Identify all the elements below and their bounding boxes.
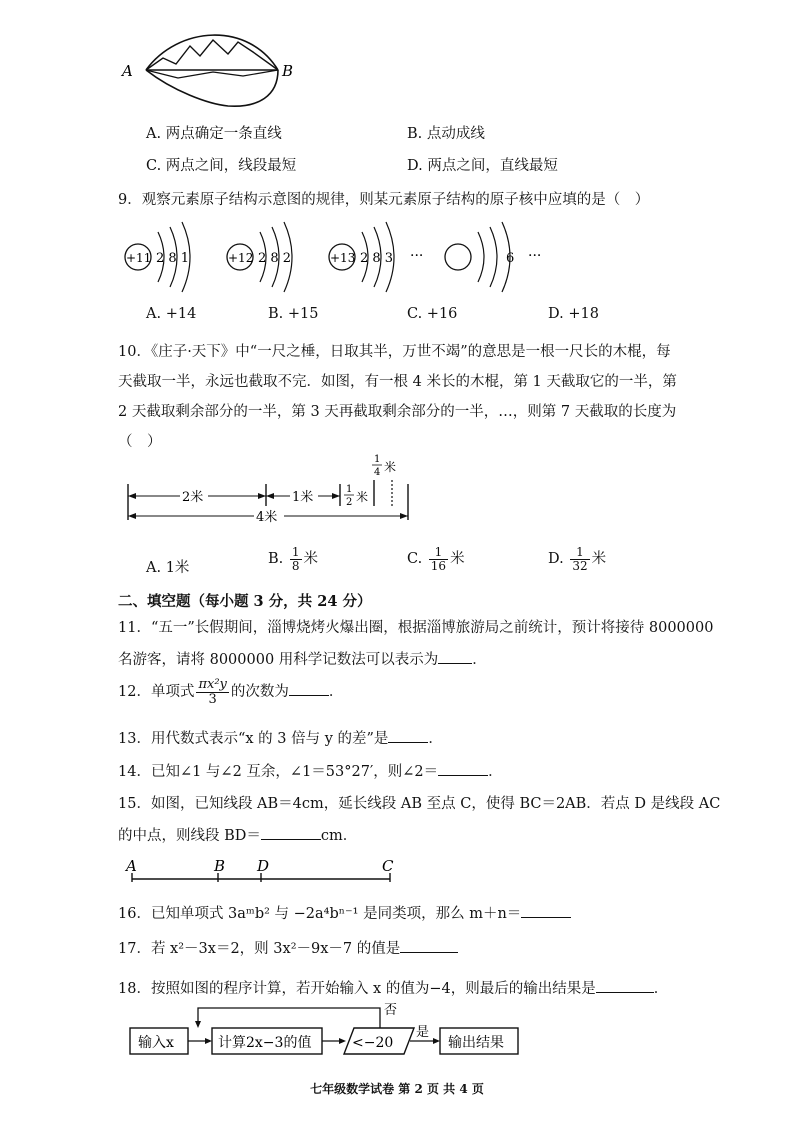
q10-option-c-prefix: C. [407,551,423,568]
q9-ellipsis-1: ··· [410,248,424,264]
q12-prefix: 12．单项式 [118,684,195,701]
q12-suffix: 的次数为 [230,684,289,701]
q12-fraction [196,678,228,706]
q10-arrowhead [128,513,136,519]
q9-stem: 9．观察元素原子结构示意图的规律，则某元素原子结构的原子核中应填的是（ ） [118,192,650,208]
q12-den: 3 [208,691,217,707]
q15-point-d: D [257,857,270,875]
q10-arrowhead [332,493,340,499]
q10-seg-half-den: 2 [346,497,353,508]
q14-answer-blank[interactable] [438,763,488,776]
q9-nucleus-1-label: +11 [126,251,152,265]
q11-line2: 名游客，请将 8000000 用科学记数法可以表示为 ． [118,652,487,668]
q12-num: πx²y [198,677,227,692]
q11-line2-text: 名游客，请将 8000000 用科学记数法可以表示为 [118,652,439,668]
q13-answer-blank[interactable] [388,730,428,743]
q10-option-c-den: 16 [430,558,447,573]
q10-option-b-fraction [290,546,302,572]
q16 [118,902,571,923]
q11-answer-blank[interactable] [438,651,472,664]
q10-seg-half-num: 1 [346,484,353,495]
q17-answer-blank[interactable] [400,940,458,953]
q10-total-label: 4米 [256,510,278,525]
q18: 18．按照如图的程序计算，若开始输入 x 的值为−4，则最后的输出结果是 ． [118,981,669,997]
q10-seg-quarter-den: 4 [374,467,381,478]
q12: 12．单项式 $\frac{\text{πx²y}}{3}$ 的次数为 ． [118,677,344,707]
q10-option-b[interactable] [268,546,318,572]
q10-option-d[interactable] [548,546,606,572]
q10-option-d-unit: 米 [591,551,607,568]
q10-arrowhead [258,493,266,499]
q10-seg-2m-label: 2米 [182,490,204,505]
q8-figure [118,16,308,116]
flow-compute-label: 计算2x−3的值 [218,1035,312,1051]
q9-atom-3 [329,222,394,292]
q8-option-c[interactable]: C. 两点之间，线段最短 [146,158,297,174]
q10-line4: （ ） [118,434,162,450]
q15-line2 [118,824,357,845]
q10-option-c-num: 1 [429,546,448,560]
q10-option-d-fraction [570,546,589,572]
q18-answer-blank[interactable] [596,980,654,993]
q9-option-a[interactable]: A. +14 [146,306,197,322]
q15-line2-suffix: cm． [320,828,358,844]
q16-text: 16．已知单项式 3aᵐb² 与 −2a⁴bⁿ⁻¹ 是同类项，那么 m＋n＝ [118,906,522,922]
q10-option-d-num: 1 [570,546,589,560]
q10-option-d-prefix: D. [548,551,564,568]
q8-lower-path [146,70,278,78]
q10-option-c-unit: 米 [450,551,465,568]
q8-zigzag-path [146,40,278,70]
q9-nucleus-3-label: +13 [330,251,356,265]
q10-seg-quarter-num: 1 [374,454,381,465]
q9-option-d[interactable]: D. +18 [548,306,599,322]
q9-option-c[interactable]: C. +16 [407,306,458,322]
q8-option-a[interactable]: A. 两点确定一条直线 [146,126,282,142]
q9-atom-2 [227,222,292,292]
q15-point-a: A [126,857,137,875]
q16-answer-blank[interactable] [521,905,571,918]
section-heading: 二、填空题（每小题 3 分，共 24 分） [118,593,372,610]
q13: 13．用代数式表示“x 的 3 倍与 y 的差”是 ． [118,731,443,747]
q14: 14．已知∠1 与∠2 互余，∠1＝53°27′，则∠2＝ ． [118,764,503,780]
q10-option-b-num: 1 [291,545,300,559]
q14-text: 14．已知∠1 与∠2 互余，∠1＝53°27′，则∠2＝ [118,764,439,780]
q15-line1: 15．如图，已知线段 AB＝4cm，延长线段 AB 至点 C，使得 BC＝2AB．若点 D 是线段 AC [118,796,721,812]
q11-line1: 11．“五一”长假期间，淄博烧烤火爆出圈，根据淄博旅游局之前统计，预计将接待 8000000 [118,620,714,636]
q10-arrowhead [266,493,274,499]
q10-seg-half-unit: 米 [356,490,369,504]
q10-option-b-prefix: B. [268,551,284,568]
flow-condition-label: <−20 [352,1035,394,1051]
q17-text: 17．若 x²－3x＝2，则 3x²－9x－7 的值是 [118,941,401,957]
q10-option-a[interactable]: A. 1米 [146,560,190,576]
q10-seg-quarter-unit: 米 [384,460,397,474]
q10-arrowhead [128,493,136,499]
q9-option-b[interactable]: B. +15 [268,306,319,322]
q10-option-c-fraction [429,546,448,572]
q8-option-d[interactable]: D. 两点之间，直线最短 [407,158,558,174]
q9-nucleus-unknown [445,244,471,270]
flow-arrowhead [339,1038,346,1044]
q17 [118,937,458,958]
q8-point-b: B [282,62,294,80]
flow-arrowhead [195,1021,201,1028]
flow-output-label: 输出结果 [448,1035,504,1051]
flow-no-label: 否 [384,1003,398,1018]
q9-nucleus-2-label: +12 [228,251,254,265]
q10-line2: 天截取一半，永远也截取不完．如图，有一根 4 米长的木棍，第 1 天截取它的一半，第 [118,374,677,390]
q9-shells-2: 2 8 2 [258,251,292,266]
q10-option-b-unit: 米 [303,551,319,568]
flow-yes-label: 是 [416,1025,430,1040]
page-footer: 七年级数学试卷 第 2 页 共 4 页 [310,1082,484,1096]
q15-answer-blank[interactable] [261,827,321,840]
flow-arrowhead [205,1038,212,1044]
q9-ellipsis-2: ··· [528,248,542,264]
flow-loop-back [198,1008,380,1028]
q9-atom-1 [125,222,190,292]
flow-arrowhead [433,1038,440,1044]
q10-arrowhead [400,513,408,519]
flow-input-label: 输入x [138,1035,174,1051]
q9-atom-diagrams [118,212,558,302]
q10-option-d-den: 32 [572,558,588,573]
q8-point-a: A [122,62,133,80]
q8-option-b[interactable]: B. 点动成线 [407,126,485,142]
q18-flowchart [118,1000,538,1062]
q9-shell-arc [490,227,497,287]
q10-seg-1m-label: 1米 [292,490,314,505]
q10-option-b-den: 8 [291,558,300,573]
q15-line2-prefix: 的中点，则线段 BD＝ [118,828,261,844]
q9-shells-1: 2 8 1 [156,251,190,266]
q9-shells-3: 2 8 3 [360,251,394,266]
q10-stick-diagram [118,454,418,534]
q15-point-b: B [214,857,226,875]
q15-segment-figure [118,855,408,891]
q10-line3: 2 天截取剩余部分的一半，第 3 天再截取剩余部分的一半，…，则第 7 天截取的长度为 [118,404,677,420]
q15-point-c: C [382,857,394,875]
q12-answer-blank[interactable] [289,683,329,696]
q10-line1: 10．《庄子·天下》中“一尺之棰，日取其半，万世不竭”的意思是一根一尺长的木棍，每 [118,344,671,360]
q9-shell-arc [478,232,484,282]
q10-option-c[interactable] [407,546,465,572]
q9-unknown-shell: 6 [506,251,515,266]
q18-text: 18．按照如图的程序计算，若开始输入 x 的值为−4，则最后的输出结果是 [118,981,596,997]
q9-atom-unknown [445,222,514,292]
q13-text: 13．用代数式表示“x 的 3 倍与 y 的差”是 [118,731,389,747]
